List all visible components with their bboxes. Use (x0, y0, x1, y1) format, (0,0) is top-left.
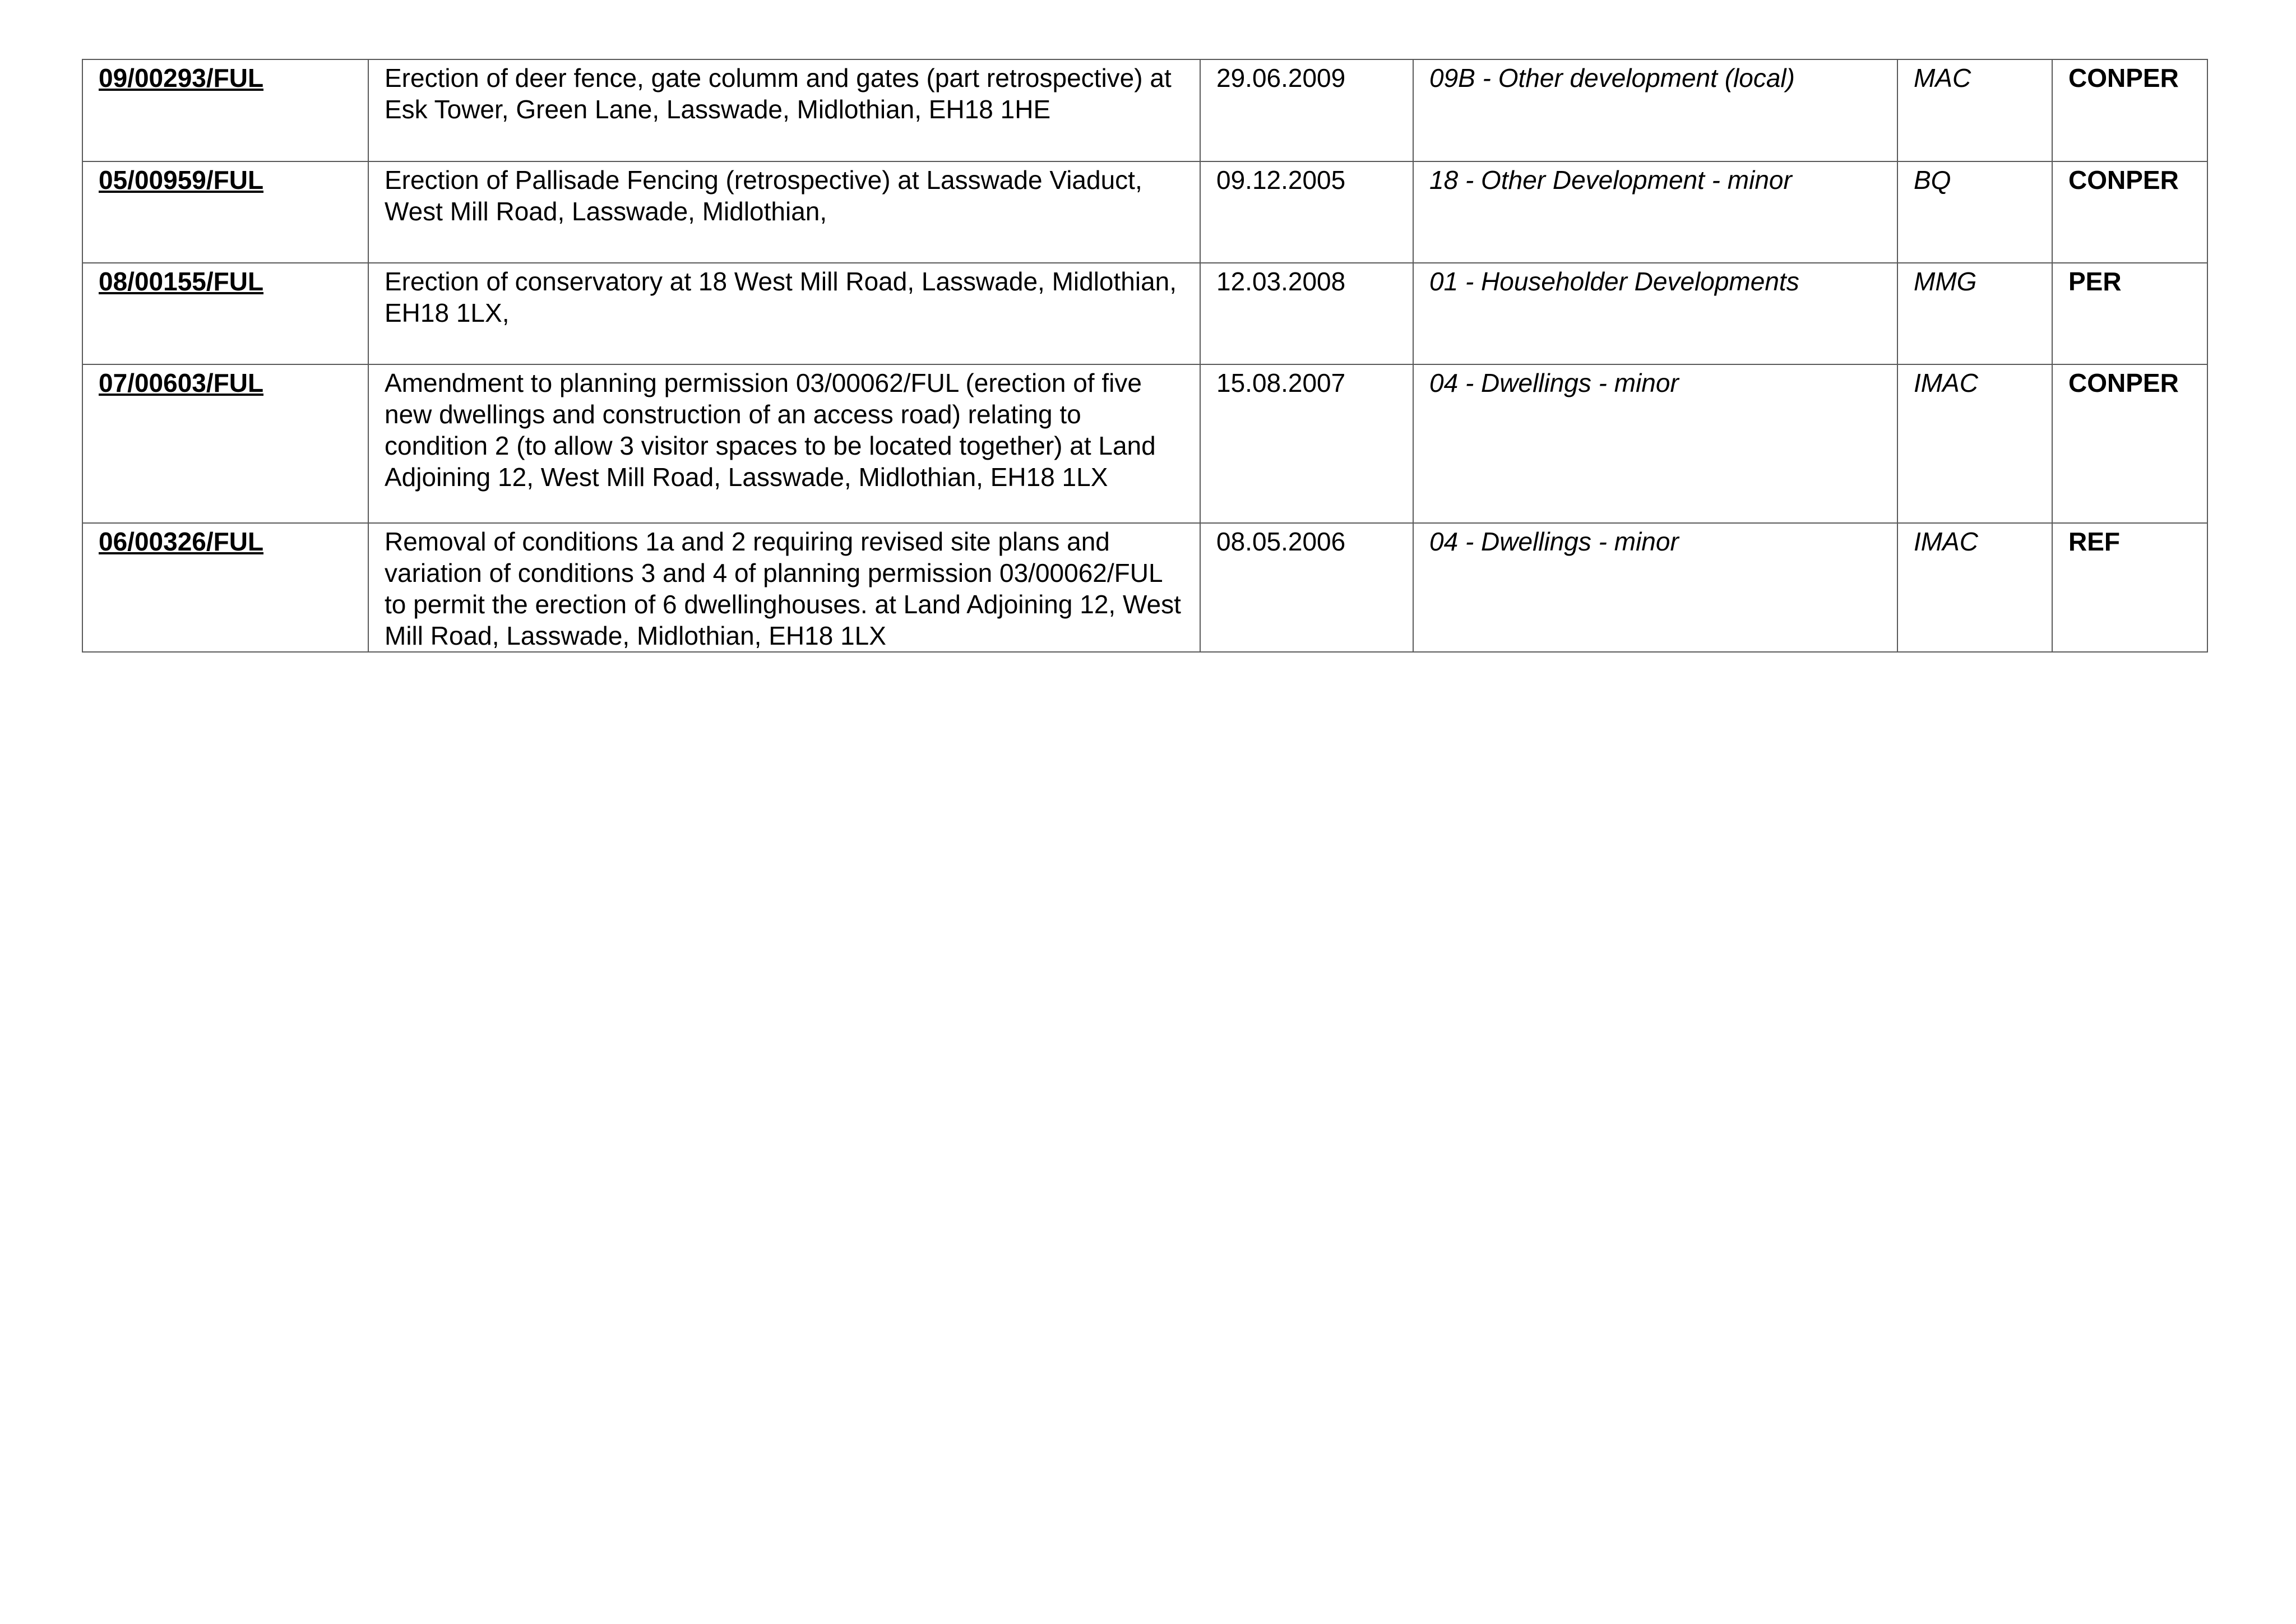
ref-cell (82, 364, 368, 523)
date-cell: 29.06.2009 (1200, 59, 1413, 161)
ref-cell (82, 523, 368, 652)
table-row (82, 364, 2207, 523)
decision-cell: CONPER (2052, 59, 2207, 161)
decision-cell: PER (2052, 263, 2207, 364)
date-cell: 15.08.2007 (1200, 364, 1413, 523)
table-row (82, 161, 2207, 263)
date-cell: 12.03.2008 (1200, 263, 1413, 364)
ref-cell (82, 59, 368, 161)
officer-cell: BQ (1897, 161, 2052, 263)
officer-cell: MMG (1897, 263, 2052, 364)
description-cell: Erection of Pallisade Fencing (retrospective) at Lasswade Viaduct, West Mill Road, Lasswade, Midlothian, (368, 161, 1200, 263)
development-type-cell: 04 - Dwellings - minor (1413, 364, 1897, 523)
development-type-cell: 09B - Other development (local) (1413, 59, 1897, 161)
table-row (82, 263, 2207, 364)
application-ref-link[interactable]: 09/00293/FUL (99, 63, 264, 92)
date-cell: 09.12.2005 (1200, 161, 1413, 263)
officer-cell: IMAC (1897, 523, 2052, 652)
description-cell: Removal of conditions 1a and 2 requiring revised site plans and variation of conditions 3 and 4 of planning permission 03/00062/FUL to permit the erection of 6 dwellinghouses. at Land Adjoining 12, West Mill Road, Lasswade, Midlothian, EH18 1LX (368, 523, 1200, 652)
application-ref-link[interactable]: 07/00603/FUL (99, 368, 264, 397)
ref-cell (82, 263, 368, 364)
table-row (82, 523, 2207, 652)
decision-cell: REF (2052, 523, 2207, 652)
application-ref-link[interactable]: 05/00959/FUL (99, 165, 264, 195)
development-type-cell: 18 - Other Development - minor (1413, 161, 1897, 263)
date-cell: 08.05.2006 (1200, 523, 1413, 652)
ref-cell (82, 161, 368, 263)
planning-applications-table (82, 59, 2208, 653)
development-type-cell: 04 - Dwellings - minor (1413, 523, 1897, 652)
officer-cell: IMAC (1897, 364, 2052, 523)
description-cell: Erection of conservatory at 18 West Mill Road, Lasswade, Midlothian, EH18 1LX, (368, 263, 1200, 364)
decision-cell: CONPER (2052, 364, 2207, 523)
application-ref-link[interactable]: 06/00326/FUL (99, 527, 264, 556)
development-type-cell: 01 - Householder Developments (1413, 263, 1897, 364)
table-row (82, 59, 2207, 161)
application-ref-link[interactable]: 08/00155/FUL (99, 267, 264, 296)
description-cell: Erection of deer fence, gate columm and gates (part retrospective) at Esk Tower, Green Lane, Lasswade, Midlothian, EH18 1HE (368, 59, 1200, 161)
decision-cell: CONPER (2052, 161, 2207, 263)
officer-cell: MAC (1897, 59, 2052, 161)
description-cell: Amendment to planning permission 03/00062/FUL (erection of five new dwellings and construction of an access road) relating to condition 2 (to allow 3 visitor spaces to be located together) at Land Adjoining 12, West Mill Road, Lasswade, Midlothian, EH18 1LX (368, 364, 1200, 523)
